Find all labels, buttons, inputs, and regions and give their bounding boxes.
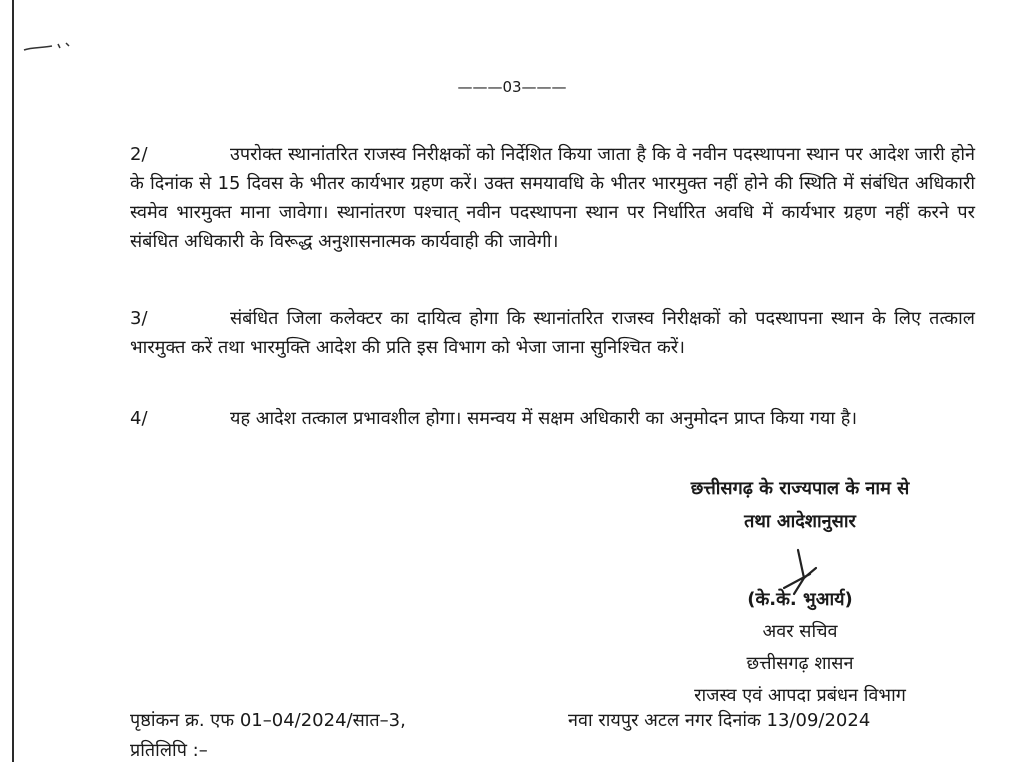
paragraph-text: यह आदेश तत्काल प्रभावशील होगा। समन्वय में सक्षम अधिकारी का अनुमोदन प्राप्त किया गया है। (230, 408, 858, 429)
paragraph-number: 4/ (130, 408, 148, 429)
signatory-designation: अवर सचिव (762, 621, 838, 642)
paragraph-number: 3/ (130, 308, 148, 329)
page-edge-line (12, 0, 14, 762)
endorsement-number: पृष्ठांकन क्र. एफ 01–04/2024/सात–3, (130, 710, 406, 731)
authority-line-2: तथा आदेशानुसार (744, 511, 856, 532)
signatory-name: (के.के. भुआर्य) (747, 589, 853, 610)
signatory-details (600, 584, 1000, 712)
paragraph-4 (130, 404, 975, 433)
paragraph-2 (130, 140, 975, 256)
authority-line-1: छत्तीसगढ़ के राज्यपाल के नाम से (690, 478, 910, 499)
signatory-department: राजस्व एवं आपदा प्रबंधन विभाग (694, 685, 906, 706)
paragraph-3 (130, 304, 975, 362)
margin-scribble-mark (22, 38, 82, 58)
endorsement-date: नवा रायपुर अटल नगर दिनांक 13/09/2024 (568, 710, 871, 731)
signatory-government: छत्तीसगढ़ शासन (746, 653, 854, 674)
paragraph-text: उपरोक्त स्थानांतरित राजस्व निरीक्षकों को निर्देशित किया जाता है कि वे नवीन पदस्थापना स्थान पर आदेश जारी होने के दिनांक से 15 दिवस के भीतर कार्यभार ग्रहण करें। उक्त समयावधि के भीतर भारमुक्त नहीं होने की स्थिति में संबंधित अधिकारी स्वमेव भारमुक्त माना जावेगा। स्थानांतरण पश्चात् नवीन पदस्थापना स्थान पर निर्धारित अवधि में कार्यभार ग्रहण नहीं करने पर संबंधित अधिकारी के विरूद्ध अनुशासनात्मक कार्यवाही की जावेगी। (130, 144, 975, 252)
paragraph-text: संबंधित जिला कलेक्टर का दायित्व होगा कि स्थानांतरित राजस्व निरीक्षकों को पदस्थापना स्थान के लिए तत्काल भारमुक्त करें तथा भारमुक्ति आदेश की प्रति इस विभाग को भेजा जाना सुनिश्चित करें। (130, 308, 975, 358)
page-number: ———03——— (457, 78, 567, 96)
endorsement-block (130, 706, 406, 766)
authority-line (600, 472, 1000, 538)
paragraph-number: 2/ (130, 144, 148, 165)
copy-to-label: प्रतिलिपि :– (130, 740, 208, 761)
